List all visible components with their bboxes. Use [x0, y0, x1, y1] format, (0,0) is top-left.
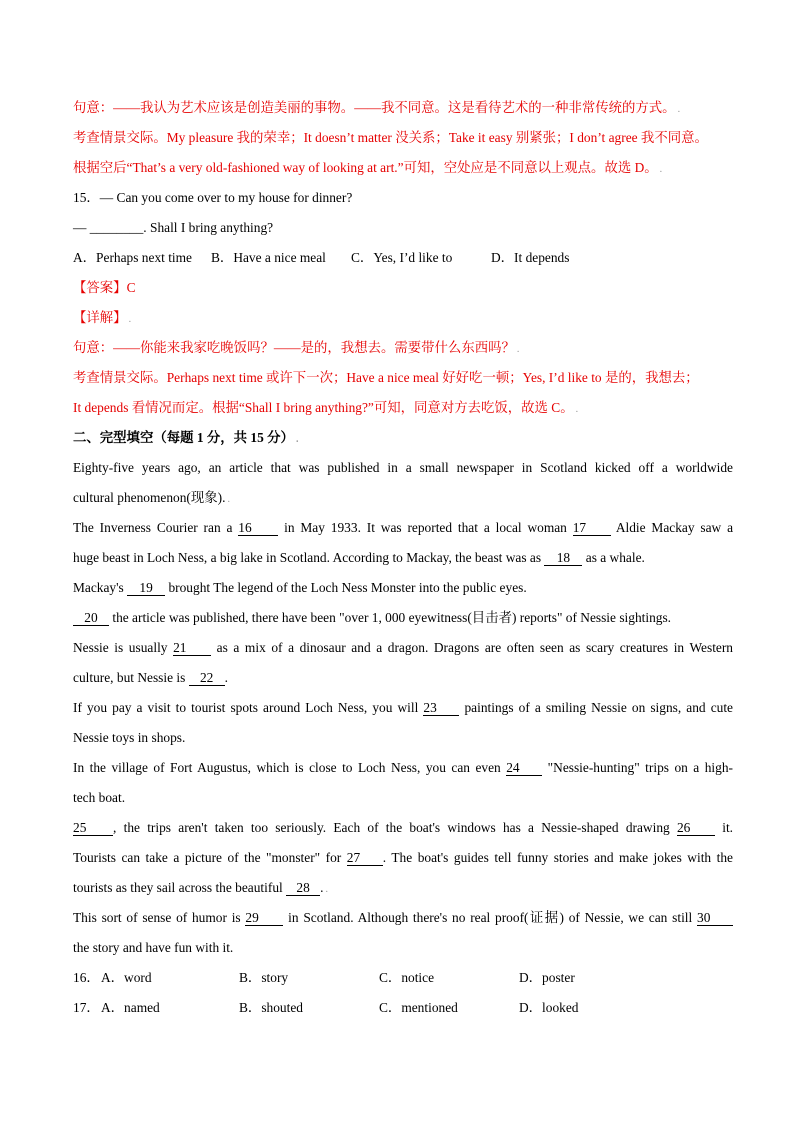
blank-18[interactable]: 18: [544, 550, 582, 566]
q16-option-a: A．word: [101, 970, 152, 985]
q15-option-a: A．Perhaps next time: [73, 250, 193, 265]
passage-line: Tourists can take a picture of the "monster" for 27 . The boat's guides tell funny stories and make jokes with the: [73, 850, 733, 865]
q14-meaning: 句意：——我认为艺术应该是创造美丽的事物。——我不同意。这是看待艺术的一种非常传统的方式。 .: [73, 100, 681, 115]
q17-option-b: B．shouted: [239, 1000, 303, 1015]
q15-analysis-2: It depends 看情况而定。根据“Shall I bring anything?”可知，同意对方去吃饭，故选 C。 .: [73, 400, 579, 415]
q15-answer-value: C: [126, 280, 136, 295]
q16-option-d: D．poster: [519, 970, 575, 985]
passage-line: huge beast in Loch Ness, a big lake in Scotland. According to Mackay, the beast was as 18 as a whale.: [73, 550, 645, 565]
passage-line: the story and have fun with it.: [73, 940, 234, 955]
passage-line: tourists as they sail across the beautiful 28 . .: [73, 880, 328, 895]
q17-option-a: A．named: [101, 1000, 160, 1015]
passage-line: If you pay a visit to tourist spots around Loch Ness, you will 23 paintings of a smiling Nessie on signs, and cute: [73, 700, 733, 715]
blank-16[interactable]: 16: [238, 520, 278, 536]
q17-options: 17．A．named B．shouted C．mentioned D．looked: [73, 993, 733, 1023]
blank-21[interactable]: 21: [173, 640, 211, 656]
passage-line: In the village of Fort Augustus, which is close to Loch Ness, you can even 24 "Nessie-hunting" trips on a high-: [73, 760, 733, 775]
passage-line: This sort of sense of humor is 29 in Scotland. Although there's no real proof(证据) of Nessie, we can still 30: [73, 903, 733, 933]
passage-line: Nessie toys in shops.: [73, 730, 186, 745]
section-heading: 二、完型填空（每题 1 分，共 15 分） .: [73, 430, 299, 445]
q15-meaning: 句意：——你能来我家吃晚饭吗？——是的，我想去。需要带什么东西吗？ .: [73, 340, 520, 355]
blank-19[interactable]: 19: [127, 580, 165, 596]
q15-reply: — ________. Shall I bring anything?: [73, 220, 274, 235]
q15-explain-label: 【详解】 .: [73, 310, 132, 325]
blank-25[interactable]: 25: [73, 820, 113, 836]
blank-17[interactable]: 17: [573, 520, 611, 536]
q17-option-d: D．looked: [519, 1000, 579, 1015]
q16-options: 16．A．word B．story C．notice D．poster: [73, 963, 733, 993]
passage-line: Nessie is usually 21 as a mix of a dinosaur and a dragon. Dragons are often seen as scary creatures in Western: [73, 640, 734, 655]
q15-analysis-1: 考查情景交际。Perhaps next time 或许下一次；Have a nice meal 好好吃一顿；Yes, I’d like to 是的，我想去；: [73, 370, 699, 385]
q15-answer: 【答案】C: [73, 280, 136, 295]
blank-22[interactable]: 22: [189, 670, 225, 686]
passage-line: 20 the article was published, there have been "over 1, 000 eyewitness(目击者) reports" of Nessie sightings.: [73, 603, 733, 633]
q14-analysis: 考查情景交际。My pleasure 我的荣幸；It doesn’t matter 没关系；Take it easy 别紧张；I don’t agree 我不同意。: [73, 130, 708, 145]
passage-line: cultural phenomenon(现象). .: [73, 490, 230, 505]
blank-27[interactable]: 27: [347, 850, 383, 866]
q14-conclusion: 根据空后“That’s a very old-fashioned way of looking at art.”可知，空处应是不同意以上观点。故选 D。 .: [73, 160, 663, 175]
q16-option-c: C．notice: [379, 970, 435, 985]
passage-line: 25 , the trips aren't taken too seriously. Each of the boat's windows has a Nessie-shaped drawing 26 it.: [73, 820, 734, 835]
q15-option-b: B．Have a nice meal: [211, 250, 326, 265]
passage-line: The Inverness Courier ran a 16 in May 1933. It was reported that a local woman 17 Aldie Mackay saw a: [73, 520, 734, 535]
document-page: [73, 93, 733, 1023]
blank-20[interactable]: 20: [73, 610, 109, 626]
passage-line: culture, but Nessie is 22 .: [73, 670, 229, 685]
passage-line: tech boat.: [73, 790, 126, 805]
q17-option-c: C．mentioned: [379, 1000, 458, 1015]
blank-29[interactable]: 29: [245, 910, 283, 926]
q15-question: 15．— Can you come over to my house for dinner?: [73, 190, 353, 205]
passage-line: Eighty-five years ago, an article that was published in a small newspaper in Scotland kicked off a worldwide: [73, 460, 733, 475]
q15-options: [73, 243, 733, 273]
q16-option-b: B．story: [239, 970, 289, 985]
blank-26[interactable]: 26: [677, 820, 715, 836]
blank-23[interactable]: 23: [423, 700, 459, 716]
passage-line: Mackay's 19 brought The legend of the Loch Ness Monster into the public eyes.: [73, 580, 527, 595]
q15-option-d: D．It depends: [491, 250, 570, 265]
blank-28[interactable]: 28: [286, 880, 320, 896]
blank-24[interactable]: 24: [506, 760, 542, 776]
q15-option-c: C．Yes, I’d like to: [351, 250, 453, 265]
blank-30[interactable]: 30: [697, 910, 733, 926]
